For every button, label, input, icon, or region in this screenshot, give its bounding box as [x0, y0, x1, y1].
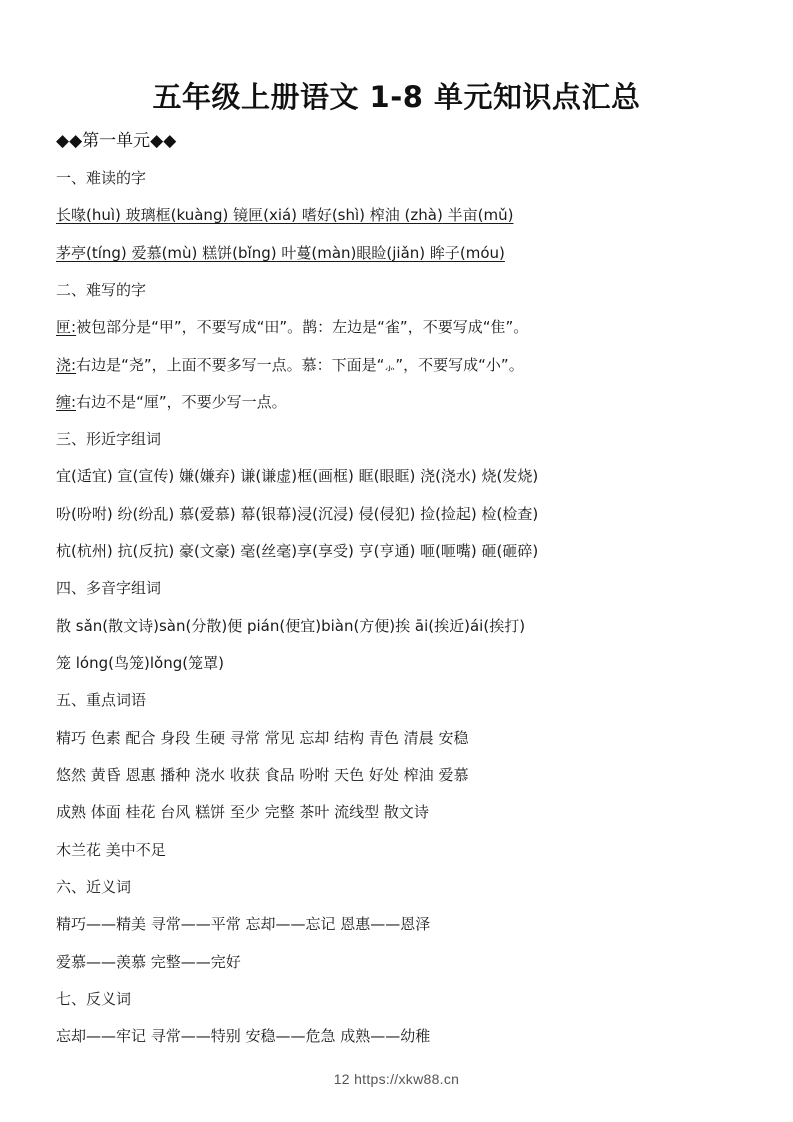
similar-chars-line: 宜(适宜) 宣(宣传) 嫌(嫌弃) 谦(谦虚)框(画框) 眶(眼眶) 浇(浇水) 烧(发烧) [56, 467, 539, 485]
unit-heading: ◆◆第一单元◆◆ [56, 131, 177, 151]
word-item: 眸子(móu) [425, 244, 505, 262]
section-heading-synonyms: 六、近义词 [56, 878, 132, 896]
word-item: 半亩(mǔ) [442, 206, 514, 224]
key-char: 浇: [56, 356, 77, 374]
polyphone-line: 散 sǎn(散文诗)sàn(分散)便 pián(便宜)biàn(方便)挨 āi(挨近)ái(挨打) [56, 617, 526, 635]
section-heading-polyphones: 四、多音字组词 [56, 579, 162, 597]
synonyms-line: 精巧——精美 寻常——平常 忘却——忘记 恩惠——恩泽 [56, 915, 431, 933]
key-words-line: 成熟 体面 桂花 台风 糕饼 至少 完整 茶叶 流线型 散文诗 [56, 803, 429, 821]
similar-chars-line: 吩(吩咐) 纷(纷乱) 慕(爱慕) 幕(银幕)浸(沉浸) 侵(侵犯) 捡(捡起) 检(检查) [56, 505, 539, 523]
word-item: 玻璃框(kuàng) [120, 206, 229, 224]
key-char: 缠: [56, 393, 77, 411]
radical-glyph: ⺗ [384, 360, 396, 373]
key-words-line: 木兰花 美中不足 [56, 841, 166, 859]
word-item: 镜匣(xiá) [228, 206, 298, 224]
explanation-text: ”，不要写成“小”。 [395, 356, 524, 374]
section-heading-similar-chars: 三、形近字组词 [56, 430, 162, 448]
word-item: 长喙(huì) [56, 206, 121, 224]
word-item: 糕饼(bǐng) [197, 244, 277, 262]
similar-chars-line: 杭(杭州) 抗(反抗) 豪(文豪) 毫(丝毫)享(享受) 亨(亨通) 咂(咂嘴) 砸(砸碎) [56, 542, 539, 560]
word-item: 叶蔓(màn)眼睑(jiǎn) [276, 244, 426, 262]
section-heading-antonyms: 七、反义词 [56, 990, 132, 1008]
page-footer: 12 https://xkw88.cn [333, 1071, 460, 1087]
difficult-read-line-2 [56, 242, 505, 263]
page-title: 五年级上册语文 1-8 单元知识点汇总 [152, 80, 641, 114]
word-item: 爱慕(mù) [126, 244, 198, 262]
key-words-line: 精巧 色素 配合 身段 生硬 寻常 常见 忘却 结构 青色 清晨 安稳 [56, 729, 469, 747]
word-item: 嗜好(shì) [297, 206, 366, 224]
word-item: 榨油 (zhà) [365, 206, 443, 224]
section-heading-difficult-write: 二、难写的字 [56, 281, 147, 299]
difficult-read-line-1 [56, 204, 513, 225]
synonyms-line: 爱慕——羡慕 完整——完好 [56, 953, 241, 971]
difficult-write-line-1 [56, 316, 528, 337]
difficult-write-line-2 [56, 354, 524, 375]
word-item: 茅亭(tíng) [56, 244, 127, 262]
key-words-line: 悠然 黄昏 恩惠 播种 浇水 收获 食品 吩咐 天色 好处 榨油 爱慕 [56, 766, 469, 784]
section-heading-difficult-read: 一、难读的字 [56, 169, 147, 187]
antonyms-line: 忘却——牢记 寻常——特别 安稳——危急 成熟——幼稚 [56, 1027, 431, 1045]
explanation-text: 右边是“尧”，上面不要多写一点。慕：下面是“ [76, 356, 385, 374]
key-char: 匣: [56, 318, 77, 336]
explanation-text: 被包部分是“甲”，不要写成“田”。鹊：左边是“雀”，不要写成“隹”。 [76, 318, 529, 336]
difficult-write-line-3 [56, 391, 287, 412]
polyphone-line: 笼 lóng(鸟笼)lǒng(笼罩) [56, 654, 224, 672]
section-heading-key-words: 五、重点词语 [56, 691, 147, 709]
explanation-text: 右边不是“厘”，不要少写一点。 [76, 393, 287, 411]
